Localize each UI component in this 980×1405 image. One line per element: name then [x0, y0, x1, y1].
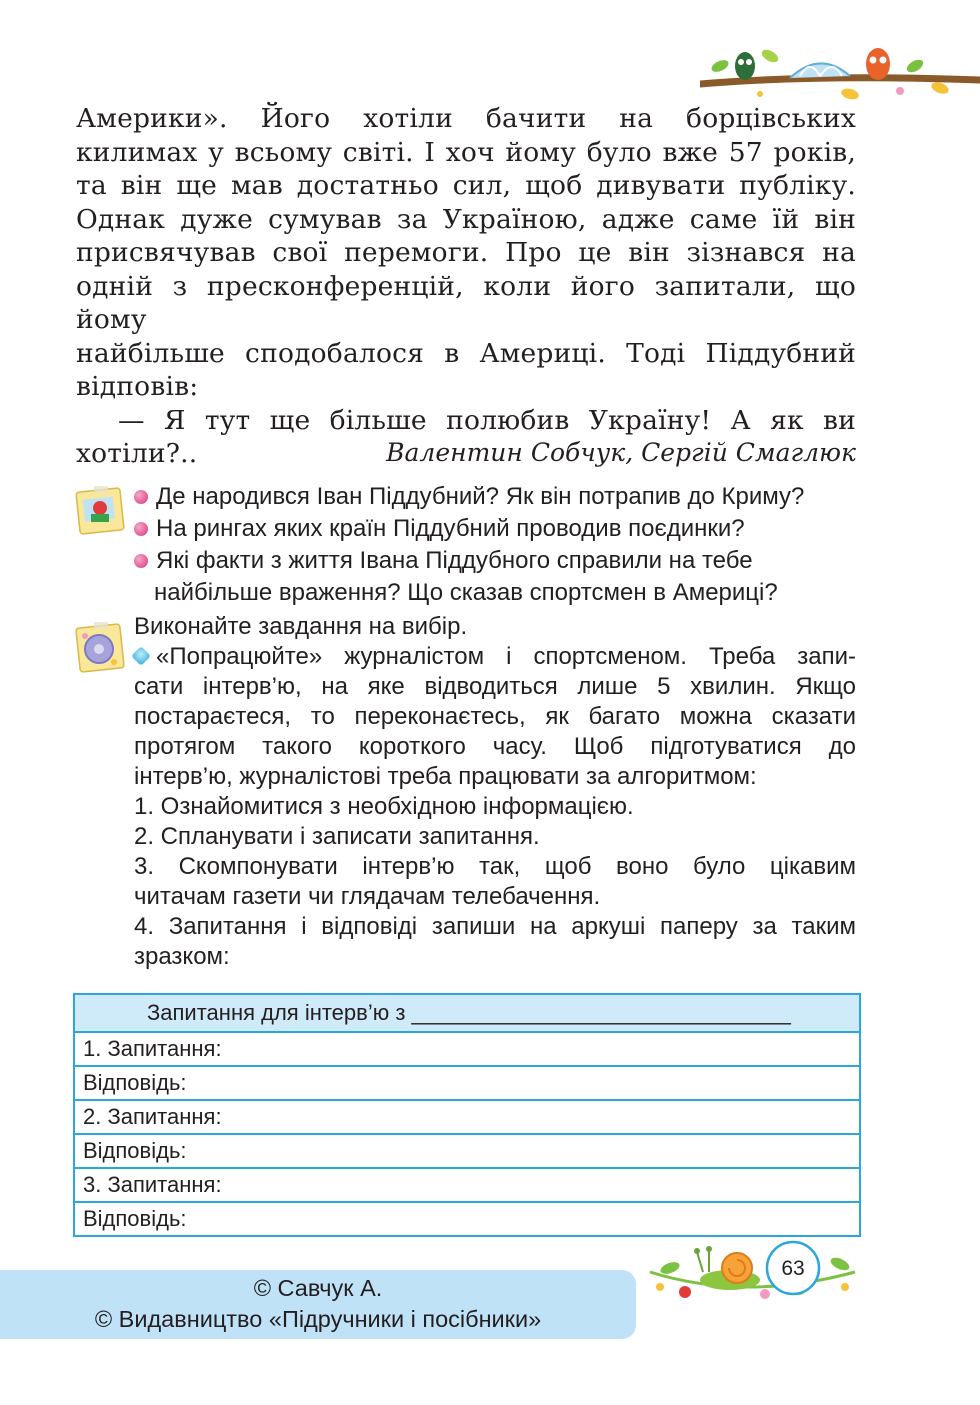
table-row: Відповідь: [75, 1067, 859, 1101]
task-heading: Виконайте завдання на вибір. [134, 613, 468, 640]
table-row: 2. Запитання: [75, 1101, 859, 1135]
question-item: Де народився Іван Піддубний? Як він потрапив до Криму? [134, 481, 874, 513]
task-step: 2. Спланувати і записати запитання. [134, 823, 540, 850]
questions-list [134, 481, 874, 609]
task-line: сати інтерв’ю, на яке відводиться лише 5 хвилин. Якщо [134, 673, 856, 700]
story-text [76, 102, 856, 471]
copyright-footer [0, 1270, 636, 1339]
task-line: «Попрацюйте» журналістом і спортсменом. Треба запи- [134, 642, 856, 672]
author-attribution: Валентин Собчук, Сергій Смаглюк [386, 438, 856, 467]
task-step: читачам газети чи глядачам телебачення. [134, 883, 601, 910]
question-note-icon [74, 484, 126, 536]
question-item: Які факти з життя Івана Піддубного справили на тебе [134, 545, 874, 577]
task-line: протягом такого короткого часу. Щоб підготуватися до [134, 733, 856, 760]
task-step: 1. Ознайомитися з необхідною інформацією. [134, 793, 634, 820]
quote-line: хотіли?.. [76, 438, 198, 469]
task-note-icon [74, 620, 126, 674]
copyright-publisher: © Видавництво «Підручники і посібники» [94, 1306, 542, 1332]
table-row: Відповідь: [75, 1135, 859, 1169]
story-line: найбільше сподобалося в Америці. Тоді Піддубний [76, 337, 856, 369]
story-line: Однак дуже сумував за Україною, адже саме їй він [76, 203, 856, 235]
table-row: 3. Запитання: [75, 1169, 859, 1203]
task-line: інтерв’ю, журналістові треба працювати за алгоритмом: [134, 763, 757, 790]
story-line: килимах у всьому світі. І хоч йому було вже 57 років, [76, 136, 856, 168]
story-line: відповів: [76, 371, 199, 402]
table-row: Відповідь: [83, 1206, 187, 1231]
story-line: одній з пресконференцій, коли його запитали, що йому [76, 270, 856, 335]
interview-table [73, 993, 861, 1237]
story-line: присвячував свої перемоги. Про це він зізнався на [76, 237, 856, 268]
task-line: постараєтеся, то переконаєтесь, як багато можна сказати [134, 703, 856, 730]
copyright-author: © Савчук А. [253, 1275, 383, 1301]
question-item-continuation: найбільше враження? Що сказав спортсмен в Америці? [154, 579, 778, 606]
table-row: 1. Запитання: [75, 1033, 859, 1067]
bullet-icon [134, 490, 148, 504]
bullet-icon [131, 646, 151, 666]
branch-birds-book-illustration [700, 36, 980, 106]
story-line: Америки». Його хотіли бачити на борцівських [76, 103, 856, 134]
story-line: та він ще мав достатньо сил, щоб дивувати публіку. [76, 170, 856, 201]
task-step: зразком: [134, 943, 230, 970]
quote-line: — Я тут ще більше полюбив Україну! А як ви [118, 404, 856, 436]
snail-flowers-illustration [645, 1232, 860, 1312]
task-step: 4. Запитання і відповіді запиши на аркуші паперу за таким [134, 913, 856, 940]
page-number: 63 [781, 1257, 805, 1280]
bullet-icon [134, 522, 148, 536]
table-header: Запитання для інтерв’ю з _______________________________ [75, 995, 859, 1033]
bullet-icon [134, 554, 148, 568]
task-block [134, 612, 856, 972]
question-item: На рингах яких країн Піддубний проводив поєдинки? [134, 513, 874, 545]
task-step: 3. Скомпонувати інтерв’ю так, щоб воно було цікавим [134, 853, 856, 880]
